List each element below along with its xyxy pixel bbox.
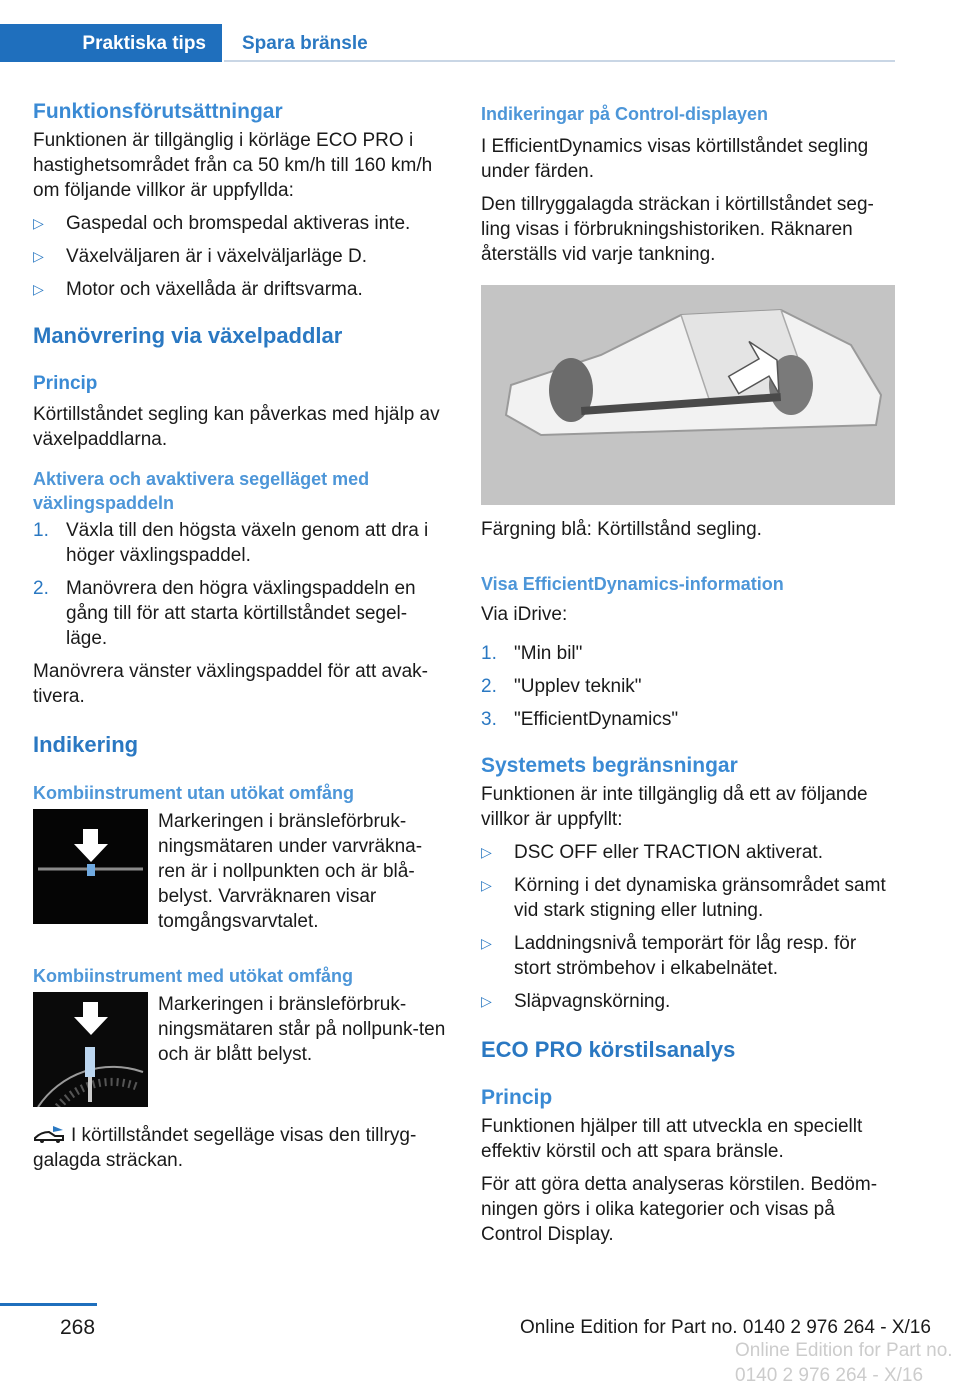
list-item: 2. Manövrera den högra växlingspaddeln en gång till för att starta körtillståndet segel-läge. [33, 578, 416, 649]
tab-praktiska-tips[interactable]: Praktiska tips [0, 24, 222, 62]
arrow-down-icon [33, 809, 148, 924]
sailing-car-icon [33, 1124, 67, 1144]
subsection-title-princip: Princip [481, 1086, 553, 1109]
bullet-icon: ▷ [481, 993, 492, 1009]
bullet-icon: ▷ [33, 215, 44, 231]
tab-spara-bransle[interactable]: Spara bränsle [242, 32, 368, 54]
bullet-icon: ▷ [481, 935, 492, 951]
image-caption: Färgning blå: Körtillstånd segling. [481, 519, 762, 540]
section-title-begransningar: Systemets begränsningar [481, 754, 738, 777]
section-title-indikeringar: Indikeringar på Control-displayen [481, 104, 769, 124]
list-item: ▷ Gaspedal och bromspedal aktiveras inte. [33, 213, 411, 234]
car-icon [481, 285, 895, 505]
list-item: ▷ Släpvagnskörning. [481, 991, 671, 1012]
paragraph: Den tillryggalagda sträckan i körtillståndet seg-ling visas i förbrukningshistoriken. Räknaren återställs vid varje tankning. [481, 194, 874, 265]
list-item: ▷ Laddningsnivå temporärt för låg resp. för stort strömbehov i elkabelnätet. [481, 933, 857, 979]
paragraph: Manövrera vänster växlingspaddel för att avak-tivera. [33, 661, 428, 707]
paragraph: Funktionen är inte tillgänglig då ett av följande villkor är uppfyllt: [481, 784, 868, 830]
paragraph: Funktionen hjälper till att utveckla en speciellt effektiv körstil och att spara bränsle. [481, 1116, 863, 1162]
paragraph: För att göra detta analyseras körstilen. Bedöm-ningen görs i olika kategorier och visas på Control Display. [481, 1174, 878, 1245]
list-item: ▷ Körning i det dynamiska gränsområdet samt vid stark stigning eller lutning. [481, 875, 886, 921]
section-title-indikering: Indikering [33, 732, 139, 757]
paragraph: I EfficientDynamics visas körtillståndet segling under färden. [481, 136, 869, 182]
header-divider [224, 60, 895, 62]
list-item: 1. "Min bil" [481, 643, 583, 664]
paragraph: Via iDrive: [481, 604, 568, 625]
instrument-cluster-image [33, 809, 148, 924]
watermark: Online Edition for Part no. 0140 2 976 264 - X/16 [735, 1340, 953, 1386]
list-item: 3. "EfficientDynamics" [481, 709, 679, 730]
bullet-icon: ▷ [481, 877, 492, 893]
list-item: ▷ Motor och växellåda är driftsvarma. [33, 279, 363, 300]
subsection-title-aktivera: Aktivera och avaktivera segelläget med växlingspaddeln [33, 469, 370, 513]
footer-divider [0, 1303, 97, 1306]
section-title-eco-pro: ECO PRO körstilsanalys [481, 1037, 736, 1062]
subsection-title-princip: Princip [33, 373, 98, 394]
gauge-icon [33, 992, 148, 1107]
bullet-icon: ▷ [33, 248, 44, 264]
edition-label: Online Edition for Part no. 0140 2 976 264 - X/16 [520, 1317, 931, 1338]
page-number: 268 [60, 1316, 96, 1339]
right-column [481, 102, 894, 1247]
subsection-title-visa: Visa EfficientDynamics-information [481, 574, 784, 594]
list-item: ▷ DSC OFF eller TRACTION aktiverat. [481, 842, 823, 863]
list-item: 1. Växla till den högsta växeln genom att dra i höger växlingspaddel. [33, 520, 429, 566]
car-drivetrain-image [481, 285, 895, 505]
paragraph: Körtillståndet segling kan påverkas med hjälp av växelpaddlarna. [33, 404, 440, 450]
subsection-title-utan-utokat: Kombiinstrument utan utökat omfång [33, 783, 354, 803]
instrument-cluster-extended-image [33, 992, 148, 1107]
paragraph: Funktionen är tillgänglig i körläge ECO PRO i hastighetsområdet från ca 50 km/h till 160 km/h om följande villkor är uppfyllda: [33, 130, 433, 201]
bullet-icon: ▷ [33, 281, 44, 297]
figure-row [33, 809, 446, 934]
figure-text: Markeringen i bränsleförbruk-ningsmätaren står på nollpunk-ten och är blått belyst. [158, 994, 446, 1065]
subsection-title-med-utokat: Kombiinstrument med utökat omfång [33, 966, 354, 986]
figure-text: Markeringen i bränsleförbruk-ningsmätaren under varvräkna-ren är i nollpunkten och är blå-belyst. Varvräknaren visar tomgångsvarvtalet. [158, 811, 423, 932]
list-item: 2. "Upplev teknik" [481, 676, 642, 697]
section-title-funktionsforutsattningar: Funktionsförutsättningar [33, 100, 283, 123]
paragraph: I körtillståndet segelläge visas den tillryg-galagda sträckan. [33, 1125, 417, 1171]
bullet-icon: ▷ [481, 844, 492, 860]
section-title-manovrering: Manövrering via växelpaddlar [33, 323, 343, 348]
list-item: ▷ Växelväljaren är i växelväljarläge D. [33, 246, 367, 267]
left-column [33, 100, 446, 1173]
figure-row [33, 992, 446, 1107]
